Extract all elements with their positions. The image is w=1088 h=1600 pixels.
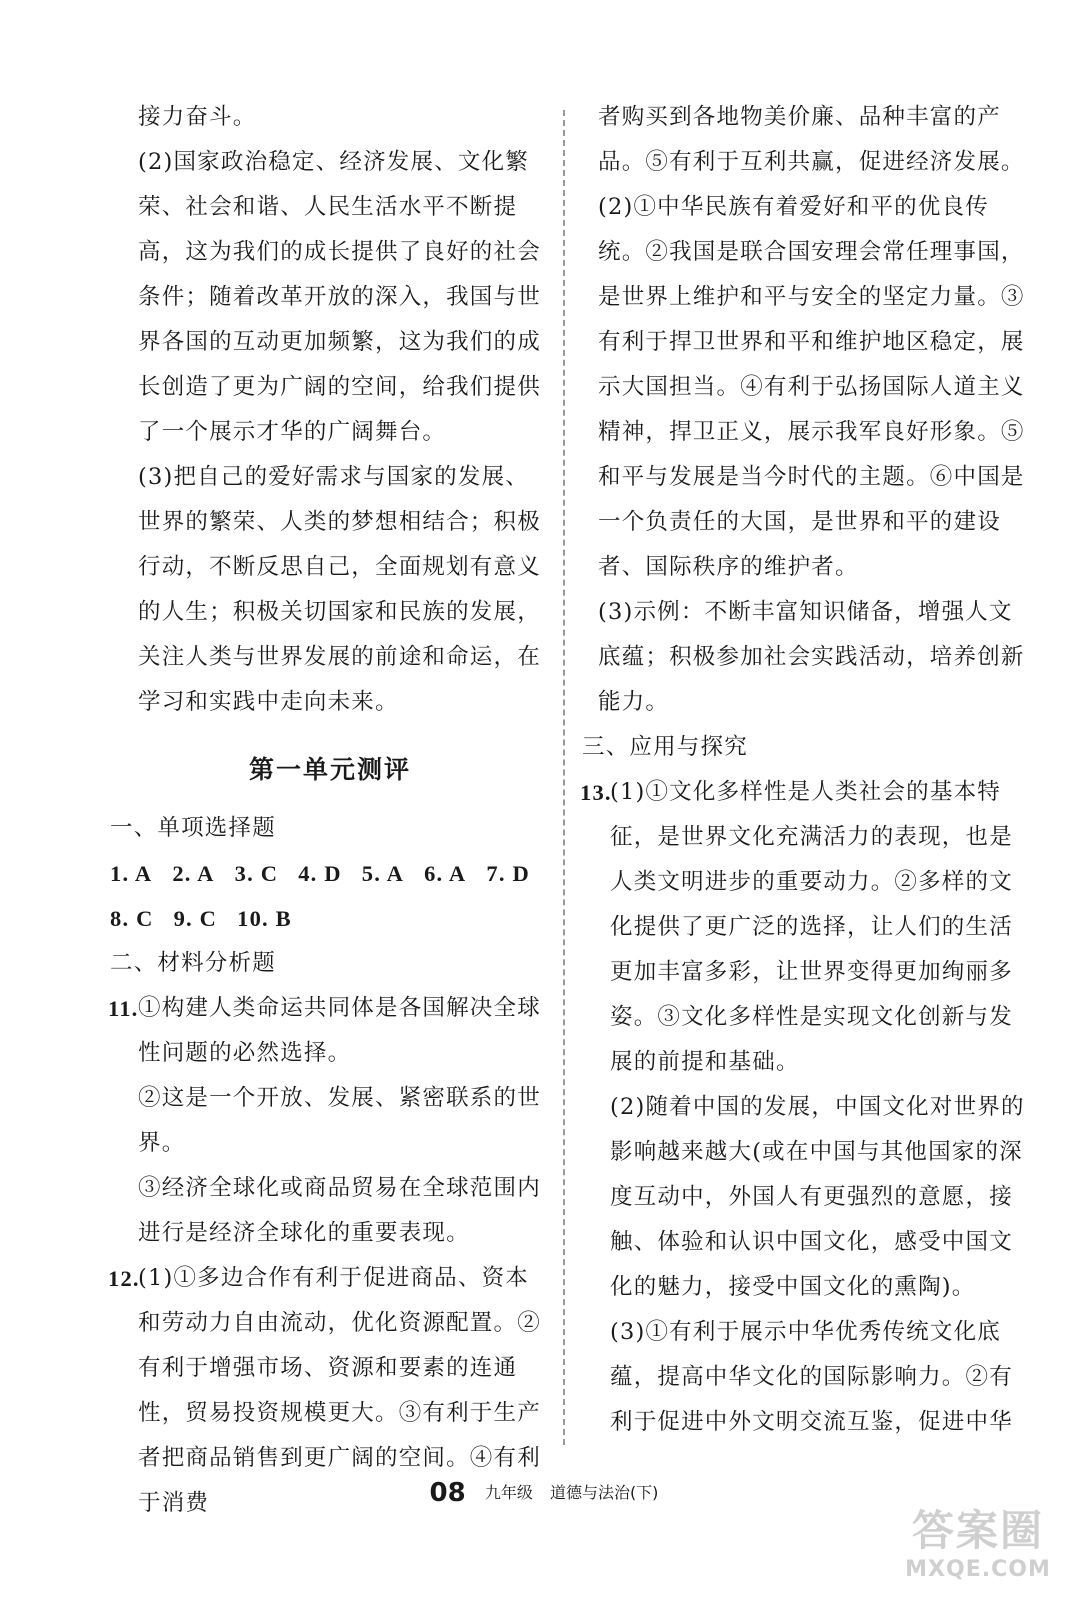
answer-item: 8. C — [110, 906, 154, 931]
page-number: 08 — [429, 1478, 466, 1508]
question-number: 11. — [108, 996, 139, 1021]
answer-text: ②这是一个开放、发展、紧密联系的世界。 — [138, 1085, 541, 1156]
answer-item: 1. A — [110, 861, 153, 886]
paragraph: (2)①中华民族有着爱好和平的优良传统。②我国是联合国安理会常任理事国，是世界上维护和平与安全的坚定力量。③有利于捍卫世界和平和维护地区稳定，展示大国担当。④有利于弘扬国际人道主义精神，捍卫正义，展示我军良好形象。⑤和平与发展是当今时代的主题。⑥中国是一个负责任的大国，是世界和平的建设者、国际秩序的维护者。 — [598, 194, 1025, 580]
answer-text: (1)①文化多样性是人类社会的基本特征，是世界文化充满活力的表现，也是人类文明进步的重要动力。②多样的文化提供了更广泛的选择，让人们的生活更加丰富多彩，让世界变得更加绚丽多姿。③文化多样性是实现文化创新与发展的前提和基础。 — [610, 779, 1013, 1075]
paragraph: (3)把自己的爱好需求与国家的发展、世界的繁荣、人类的梦想相结合；积极行动，不断反思自己，全面规划有意义的人生；积极关切国家和民族的发展，关注人类与世界发展的前途和命运，在学习和实践中走向未来。 — [138, 464, 541, 715]
watermark-url: MXQE.COM — [905, 1557, 1051, 1582]
watermark-text: 答案圈 — [911, 1506, 1044, 1555]
paragraph: (2)国家政治稳定、经济发展、文化繁荣、社会和谐、人民生活水平不断提高，这为我们的成长提供了良好的社会条件；随着改革开放的深入，我国与世界各国的互动更加频繁，这为我们的成长创造了更为广阔的空间，给我们提供了一个展示才华的广阔舞台。 — [138, 149, 541, 445]
answer-row — [110, 851, 550, 896]
column-divider — [563, 110, 565, 1445]
question-number: 12. — [108, 1266, 140, 1291]
answer-text: ③经济全球化或商品贸易在全球范围内进行是经济全球化的重要表现。 — [138, 1175, 541, 1246]
section-title: 一、单项选择题 — [110, 815, 276, 841]
answer-item: 5. A — [361, 861, 405, 886]
paragraph: 接力奋斗。 — [138, 104, 257, 130]
answer-text: ①构建人类命运共同体是各国解决全球性问题的必然选择。 — [138, 995, 541, 1066]
left-column — [110, 95, 550, 1526]
answer-text: (1)①多边合作有利于促进商品、资本和劳动力自由流动，优化资源配置。②有利于增强市场、资源和要素的连通性，贸易投资规模更大。③有利于生产者把商品销售到更广阔的空间。④有利于消费 — [138, 1265, 541, 1516]
answer-item: 6. A — [424, 861, 467, 886]
answer-item: 7. D — [486, 861, 530, 886]
paragraph: (3)示例：不断丰富知识储备，增强人文底蕴；积极参加社会实践活动，培养创新能力。 — [598, 599, 1025, 715]
question-number: 13. — [580, 780, 612, 805]
section-heading: 第一单元测评 — [248, 755, 411, 784]
answer-text: (2)随着中国的发展，中国文化对世界的影响越来越大(或在中国与其他国家的深度互动中，外国人有更强烈的意愿，接触、体验和认识中国文化，感受中国文化的魅力，接受中国文化的熏陶)。 — [610, 1094, 1025, 1300]
watermark-logo — [898, 1505, 1058, 1595]
section-title: 三、应用与探究 — [582, 734, 748, 760]
question-13 — [582, 770, 1028, 1445]
right-column — [580, 95, 1028, 1445]
answer-item: 3. C — [234, 861, 279, 886]
grade-label: 九年级 — [484, 1483, 533, 1502]
answer-item: 2. A — [172, 861, 215, 886]
answer-item: 4. D — [298, 861, 342, 886]
section-title: 二、材料分析题 — [110, 950, 276, 976]
answer-item: 9. C — [173, 906, 218, 931]
page-footer — [0, 1478, 1088, 1508]
answer-item: 10. B — [237, 906, 292, 931]
paragraph: 者购买到各地物美价廉、品种丰富的产品。⑤有利于互利共赢，促进经济发展。 — [598, 104, 1025, 175]
subject-label: 道德与法治(下) — [549, 1483, 659, 1502]
answer-text: (3)①有利于展示中华优秀传统文化底蕴，提高中华文化的国际影响力。②有利于促进中外文明交流互鉴，促进中华 — [610, 1319, 1013, 1435]
answer-row — [110, 896, 550, 941]
question-11 — [110, 986, 550, 1256]
